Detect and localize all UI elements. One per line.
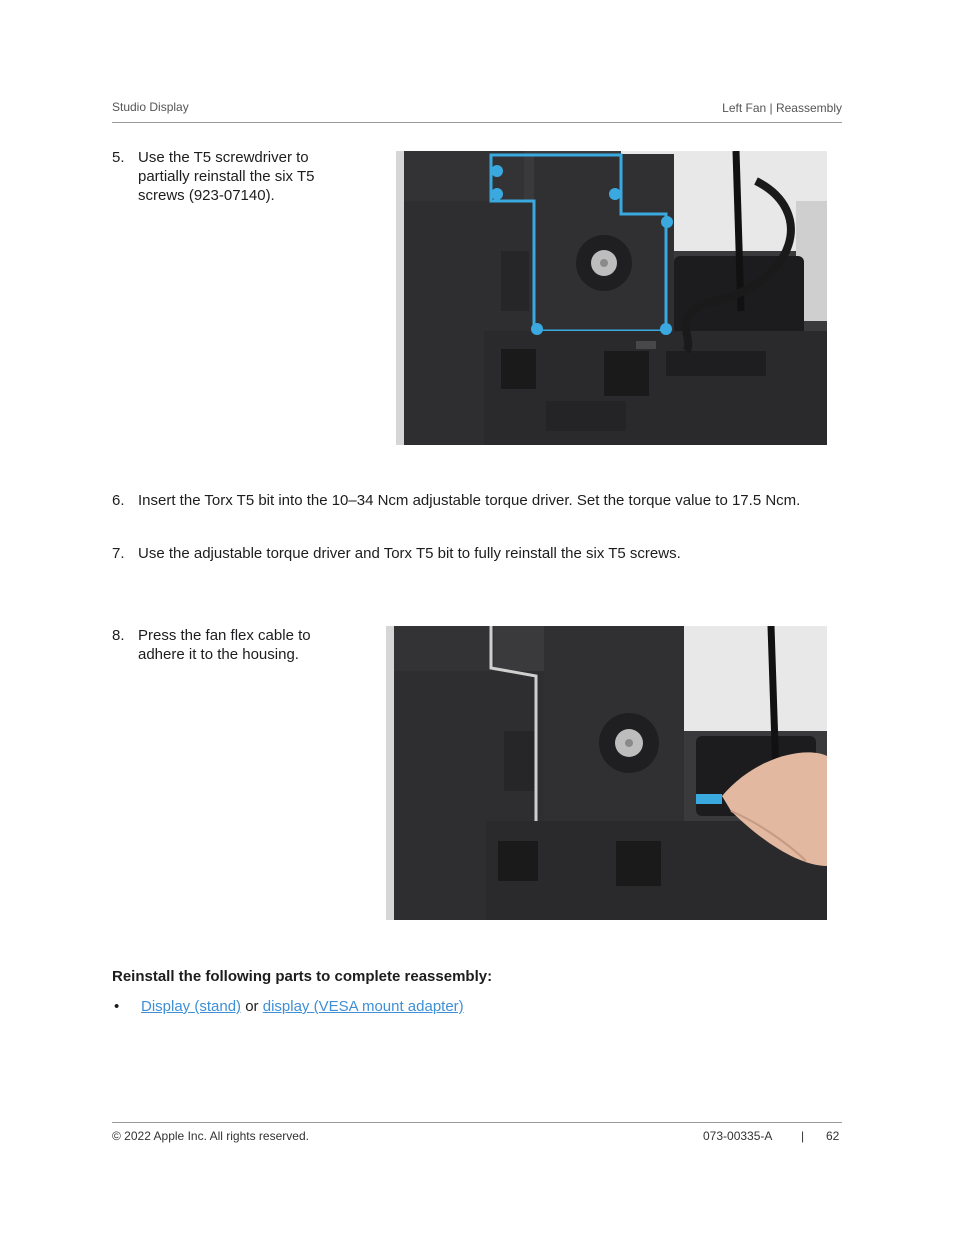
step-text: Use the adjustable torque driver and Torx T5 bit to fully reinstall the six T5 screws. xyxy=(138,545,681,562)
step-number: 7. xyxy=(112,545,125,562)
header-divider xyxy=(112,122,842,123)
step-text: Use the T5 screwdriver to partially reinstall the six T5 screws (923-07140). xyxy=(138,149,315,204)
bullet-marker: • xyxy=(114,998,120,1015)
footer-page-number: 62 xyxy=(826,1129,840,1143)
display-vesa-link[interactable]: display (VESA mount adapter) xyxy=(262,998,464,1015)
footer-doc-number: 073-00335-A xyxy=(703,1129,773,1143)
step-text: Press the fan flex cable to adhere it to the housing. xyxy=(138,627,311,663)
footer-copyright: © 2022 Apple Inc. All rights reserved. xyxy=(112,1129,309,1143)
reinstall-item xyxy=(141,998,464,1015)
header-doc-title: Studio Display xyxy=(112,100,189,114)
fan-flex-cable-photo xyxy=(386,626,827,920)
footer-separator: | xyxy=(801,1129,805,1143)
fan-screws-photo xyxy=(396,151,827,445)
display-stand-link[interactable]: Display (stand) xyxy=(141,998,242,1015)
header-section-title: Left Fan | Reassembly xyxy=(722,101,842,115)
step-number: 5. xyxy=(112,149,125,166)
link-connector: or xyxy=(241,998,263,1015)
step-text: Insert the Torx T5 bit into the 10–34 Ncm adjustable torque driver. Set the torque value to 17.5 Ncm. xyxy=(138,492,801,509)
reinstall-heading: Reinstall the following parts to complete reassembly: xyxy=(112,968,493,985)
footer-divider xyxy=(112,1122,842,1123)
step-number: 8. xyxy=(112,627,125,644)
step-number: 6. xyxy=(112,492,125,509)
